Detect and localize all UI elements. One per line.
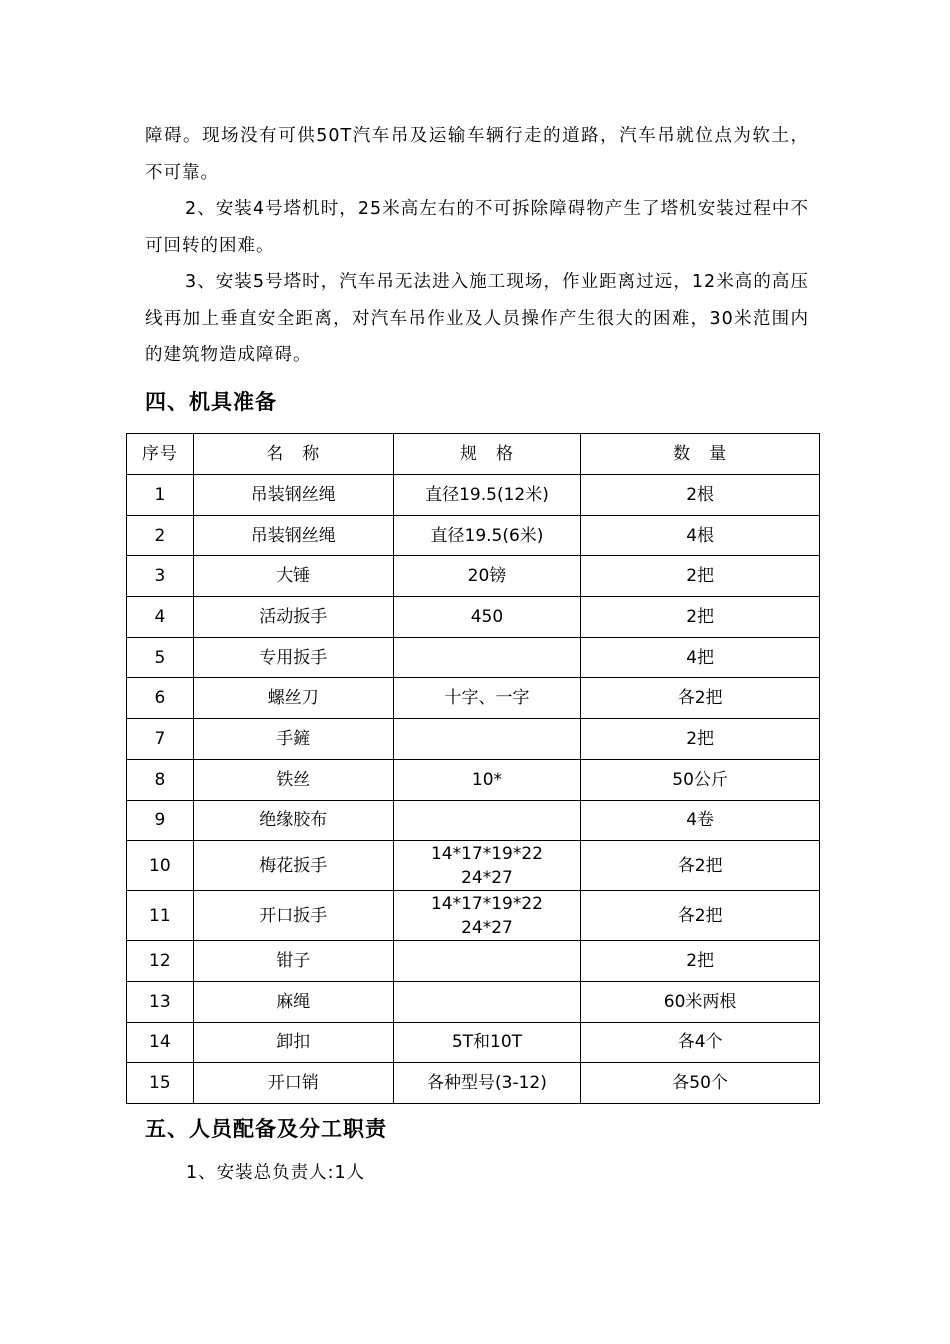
- cell-name: 吊装钢丝绳: [193, 475, 393, 516]
- cell-qty: 2根: [581, 475, 820, 516]
- cell-name: 开口销: [193, 1063, 393, 1104]
- cell-spec: [393, 515, 581, 556]
- paragraph-tower-4: 2、安装4号塔机时，25米高左右的不可拆除障碍物产生了塔机安装过程中不可回转的困难。: [145, 199, 809, 256]
- header-name: 名 称: [193, 434, 393, 475]
- cell-no: 13: [127, 981, 194, 1022]
- cell-spec: [393, 1063, 581, 1104]
- cell-name: 大锤: [193, 556, 393, 597]
- table-row: [127, 1022, 820, 1063]
- cell-no: 11: [127, 891, 194, 941]
- table-row: [127, 678, 820, 719]
- cell-spec: [393, 891, 581, 941]
- cell-no: 5: [127, 637, 194, 678]
- cell-no: 1: [127, 475, 194, 516]
- spec-line: 10*: [471, 769, 503, 790]
- cell-no: 2: [127, 515, 194, 556]
- cell-qty: 各50个: [581, 1063, 820, 1104]
- cell-spec: [393, 719, 581, 760]
- cell-name: 活动扳手: [193, 597, 393, 638]
- cell-spec: [393, 475, 581, 516]
- table-header-row: [127, 434, 820, 475]
- cell-spec: [393, 556, 581, 597]
- spec-line: 5T和10T: [451, 1032, 523, 1053]
- cell-qty: 4把: [581, 637, 820, 678]
- cell-name: 铁丝: [193, 759, 393, 800]
- cell-spec: [393, 981, 581, 1022]
- table-row: [127, 556, 820, 597]
- spec-line: 450: [470, 606, 504, 627]
- cell-qty: 各2把: [581, 841, 820, 891]
- cell-name: 专用扳手: [193, 637, 393, 678]
- cell-no: 4: [127, 597, 194, 638]
- cell-spec: [393, 941, 581, 982]
- cell-no: 7: [127, 719, 194, 760]
- table-row: [127, 1063, 820, 1104]
- cell-qty: 各4个: [581, 1022, 820, 1063]
- table-row: [127, 719, 820, 760]
- cell-name: 螺丝刀: [193, 678, 393, 719]
- cell-no: 9: [127, 800, 194, 841]
- spec-line: 14*17*19*22: [430, 843, 543, 864]
- cell-qty: 50公斤: [581, 759, 820, 800]
- spec-line: 十字、一字: [444, 688, 530, 709]
- cell-spec: [393, 678, 581, 719]
- section-4-heading: 四、机具准备: [145, 390, 277, 414]
- cell-qty: 2把: [581, 941, 820, 982]
- cell-name: 手鏟: [193, 719, 393, 760]
- table-row: [127, 597, 820, 638]
- cell-name: 绝缘胶布: [193, 800, 393, 841]
- spec-line: 各种型号(3-12): [427, 1073, 547, 1094]
- cell-no: 8: [127, 759, 194, 800]
- section-5-heading: 五、人员配备及分工职责: [145, 1117, 387, 1141]
- cell-name: 卸扣: [193, 1022, 393, 1063]
- cell-spec: [393, 597, 581, 638]
- table-row: [127, 891, 820, 941]
- cell-no: 14: [127, 1022, 194, 1063]
- tools-table-body: [127, 475, 820, 1104]
- cell-name: 梅花扳手: [193, 841, 393, 891]
- table-row: [127, 841, 820, 891]
- spec-line: 24*27: [461, 917, 513, 938]
- cell-qty: 4卷: [581, 800, 820, 841]
- header-qty: 数 量: [581, 434, 820, 475]
- item-1-responsible: 1、安装总负责人:1人: [186, 1163, 366, 1183]
- paragraph-tower-5: 3、安装5号塔时，汽车吊无法进入施工现场，作业距离过远，12米高的高压线再加上垂直安全距离，对汽车吊作业及人员操作产生很大的困难，30米范围内的建筑物造成障碍。: [145, 272, 809, 365]
- cell-no: 15: [127, 1063, 194, 1104]
- cell-qty: 2把: [581, 556, 820, 597]
- cell-qty: 4根: [581, 515, 820, 556]
- spec-line: 直径19.5(12米): [425, 484, 549, 505]
- cell-name: 麻绳: [193, 981, 393, 1022]
- cell-qty: 2把: [581, 719, 820, 760]
- spec-line: 14*17*19*22: [430, 893, 543, 914]
- cell-spec: [393, 841, 581, 891]
- cell-spec: [393, 800, 581, 841]
- paragraph-obstacle: 障碍。现场没有可供50T汽车吊及运输车辆行走的道路，汽车吊就位点为软土，不可靠。: [145, 126, 809, 183]
- table-row: [127, 981, 820, 1022]
- cell-no: 12: [127, 941, 194, 982]
- cell-no: 10: [127, 841, 194, 891]
- table-row: [127, 759, 820, 800]
- cell-qty: 各2把: [581, 678, 820, 719]
- cell-spec: [393, 759, 581, 800]
- cell-no: 3: [127, 556, 194, 597]
- spec-line: 24*27: [461, 867, 513, 888]
- cell-qty: 各2把: [581, 891, 820, 941]
- spec-line: 直径19.5(6米): [430, 525, 544, 546]
- table-row: [127, 515, 820, 556]
- cell-spec: [393, 1022, 581, 1063]
- cell-qty: 60米两根: [581, 981, 820, 1022]
- table-row: [127, 637, 820, 678]
- table-row: [127, 941, 820, 982]
- spec-line: 20镑: [467, 566, 507, 587]
- header-spec: 规 格: [393, 434, 581, 475]
- cell-qty: 2把: [581, 597, 820, 638]
- table-row: [127, 475, 820, 516]
- cell-spec: [393, 637, 581, 678]
- cell-name: 开口扳手: [193, 891, 393, 941]
- table-row: [127, 800, 820, 841]
- cell-no: 6: [127, 678, 194, 719]
- header-no: 序号: [127, 434, 194, 475]
- cell-name: 钳子: [193, 941, 393, 982]
- cell-name: 吊装钢丝绳: [193, 515, 393, 556]
- tools-table: [126, 433, 820, 1104]
